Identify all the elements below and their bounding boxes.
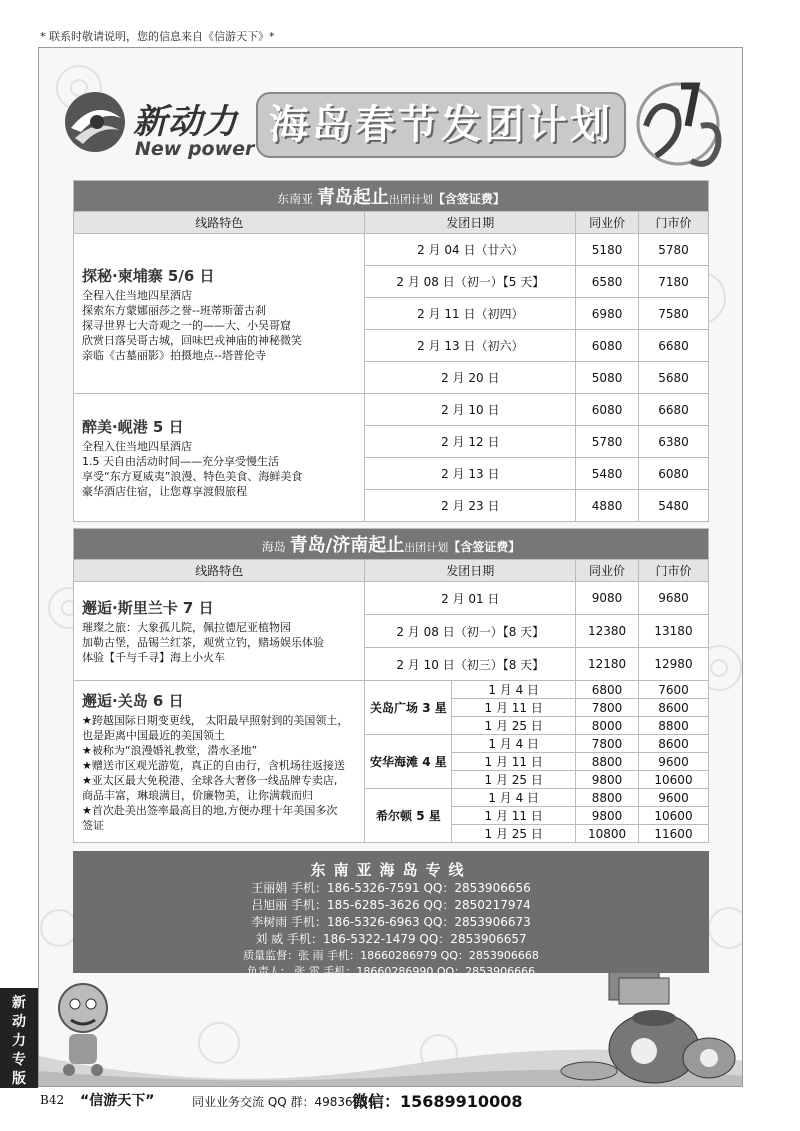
departure-date: 2 月 13 日（初六） [365, 330, 576, 362]
retail-price: 7180 [639, 266, 709, 298]
route-feature: 享受“东方夏威夷”浪漫、特色美食、海鲜美食 [82, 470, 303, 483]
contact-title: 东南亚海岛专线 [310, 861, 472, 879]
logo-swirl-icon [61, 88, 129, 156]
route-feature: 亲临《古墓丽影》拍摄地点--塔普伦寺 [82, 348, 266, 362]
retail-price: 13180 [639, 615, 709, 648]
col-date: 发团日期 [365, 560, 576, 582]
route-feature: 加勒古堡，品锡兰红茶，观赏立钓，赌场娱乐体验 [82, 636, 324, 649]
visa-tag: 【含签证费】 [432, 192, 505, 206]
table-row [74, 234, 709, 266]
retail-price: 6680 [639, 330, 709, 362]
side-tab-char: 力 [12, 1033, 26, 1049]
side-edition-tab [0, 988, 38, 1088]
route-title: 醉美·岘港 5 日 [82, 418, 184, 436]
route-feature: ★赠送市区观光游览，真正的自由行，含机场往返接送 [82, 759, 345, 772]
departure-date: 2 月 23 日 [365, 490, 576, 522]
retail-price: 12980 [639, 648, 709, 681]
col-retail-price: 门市价 [639, 560, 709, 582]
peer-price: 8800 [576, 789, 639, 807]
route-feature: ★首次赴美出签率最高目的地,方便办理十年美国多次 [82, 804, 338, 817]
departure-date: 1 月 25 日 [452, 825, 576, 843]
retail-price: 6380 [639, 426, 709, 458]
route-feature: 全程入住当地四星酒店 [82, 440, 192, 453]
retail-price: 9600 [639, 789, 709, 807]
lion-dance-icon [49, 978, 117, 1078]
southeast-asia-table [73, 180, 709, 522]
retail-price: 7580 [639, 298, 709, 330]
retail-price: 11600 [639, 825, 709, 843]
footer-brand: “信游天下” [80, 1093, 155, 1109]
side-tab-char: 动 [12, 1014, 26, 1030]
hotel-name: 关岛广场 3 星 [365, 681, 452, 735]
peer-price: 10800 [576, 825, 639, 843]
departure-date: 2 月 12 日 [365, 426, 576, 458]
contact-supervisor: 负责人： 张 雷 手机：18660286990 QQ：2853906666 [246, 965, 536, 978]
page-number: B42 [40, 1093, 65, 1107]
col-retail-price: 门市价 [639, 212, 709, 234]
peer-price: 6580 [576, 266, 639, 298]
departure-date: 1 月 25 日 [452, 717, 576, 735]
departure-date: 2 月 13 日 [365, 458, 576, 490]
col-peer-price: 同业价 [576, 560, 639, 582]
route-feature: 全程入住当地四星酒店 [82, 288, 192, 302]
route-feature: 豪华酒店住宿，让您尊享渡假旅程 [82, 485, 247, 498]
col-peer-price: 同业价 [576, 212, 639, 234]
section-header-island [74, 529, 709, 560]
side-tab-char: 专 [12, 1052, 26, 1068]
peer-price: 9800 [576, 807, 639, 825]
page-title: 海岛春节发团计划 [256, 92, 626, 158]
island-table [73, 528, 709, 843]
retail-price: 10600 [639, 807, 709, 825]
retail-price: 8800 [639, 717, 709, 735]
peer-price: 4880 [576, 490, 639, 522]
retail-price: 8600 [639, 735, 709, 753]
money-bag-icon [559, 966, 739, 1086]
departure-date: 2 月 01 日 [365, 582, 576, 615]
column-header-row [74, 212, 709, 234]
hotel-name: 希尔顿 5 星 [365, 789, 452, 843]
route-feature: 商品丰富，琳琅满目，价廉物美，让你满载而归 [82, 789, 313, 802]
peer-price: 5780 [576, 426, 639, 458]
route-title: 邂逅·关岛 6 日 [82, 692, 184, 710]
section-suffix: 出团计划 [404, 541, 449, 554]
logo-chinese-name: 新动力 [133, 102, 238, 142]
retail-price: 6680 [639, 394, 709, 426]
peer-price: 7800 [576, 699, 639, 717]
retail-price: 6080 [639, 458, 709, 490]
footer-qq-group: 同业业务交流 QQ 群：49836239 [192, 1095, 376, 1109]
logo-english-name: New power [135, 138, 255, 160]
route-feature: 体验【千与千寻】海上小火车 [82, 651, 225, 664]
column-header-row [74, 560, 709, 582]
departure-date: 2 月 04 日（廿六） [365, 234, 576, 266]
route-feature: ★亚太区最大免税港、全球各大奢侈一线品牌专卖店, [82, 774, 338, 787]
departure-date: 2 月 10 日 [365, 394, 576, 426]
departure-date: 1 月 4 日 [452, 681, 576, 699]
section-origin: 青岛起止 [316, 187, 389, 208]
peer-price: 5480 [576, 458, 639, 490]
departure-date: 1 月 11 日 [452, 807, 576, 825]
peer-price: 9080 [576, 582, 639, 615]
route-title: 探秘·柬埔寨 5/6 日 [82, 266, 215, 285]
route-feature: 签证 [82, 819, 104, 832]
table-row [74, 681, 709, 699]
retail-price: 9680 [639, 582, 709, 615]
col-date: 发团日期 [365, 212, 576, 234]
retail-price: 5480 [639, 490, 709, 522]
departure-date: 2 月 11 日（初四） [365, 298, 576, 330]
departure-date: 1 月 11 日 [452, 753, 576, 771]
route-description [74, 234, 365, 394]
contact-list [73, 880, 709, 980]
visa-tag: 【含签证费】 [448, 540, 521, 554]
peer-price: 5180 [576, 234, 639, 266]
route-description [74, 681, 365, 843]
contact-supervisor: 质量监督：张 雨 手机：18660286979 QQ：2853906668 [243, 949, 539, 962]
section-origin: 青岛/济南起止 [289, 535, 405, 556]
contact-person: 王丽娟 手机：186-5326-7591 QQ：2853906656 [251, 881, 531, 895]
contact-person: 李树雨 手机：186-5326-6963 QQ：2853906673 [251, 915, 531, 929]
contact-panel [73, 851, 709, 978]
footer-wechat: 微信：15689910008 [352, 1092, 523, 1111]
peer-price: 8000 [576, 717, 639, 735]
departure-date: 1 月 4 日 [452, 789, 576, 807]
peer-price: 9800 [576, 771, 639, 789]
departure-date: 2 月 08 日（初一）【5 天】 [365, 266, 576, 298]
table-row [74, 582, 709, 615]
source-note: * 联系时敬请说明，您的信息来自《信游天下》* [40, 30, 275, 43]
side-tab-char: 版 [12, 1071, 26, 1087]
page-footer [40, 1090, 740, 1112]
section-suffix: 出团计划 [388, 193, 433, 206]
side-tab-char: 新 [12, 995, 26, 1011]
peer-price: 6980 [576, 298, 639, 330]
peer-price: 12380 [576, 615, 639, 648]
retail-price: 7600 [639, 681, 709, 699]
year-ornament-icon [626, 66, 731, 181]
route-feature: 欣赏日落吴哥古城，回味巴戎神庙的神秘微笑 [82, 333, 302, 347]
departure-date: 1 月 4 日 [452, 735, 576, 753]
peer-price: 6080 [576, 330, 639, 362]
departure-date: 1 月 25 日 [452, 771, 576, 789]
contact-person: 吕旭丽 手机：185-6285-3626 QQ：2850217974 [251, 898, 531, 912]
route-description [74, 394, 365, 522]
route-feature: 探寻世界七大奇观之一的——大、小吴哥窟 [82, 318, 291, 332]
route-description [74, 582, 365, 681]
col-route: 线路特色 [74, 560, 365, 582]
retail-price: 5780 [639, 234, 709, 266]
contact-person: 刘 威 手机：186-5322-1479 QQ：2853906657 [255, 932, 527, 946]
departure-date: 2 月 10 日（初三）【8 天】 [365, 648, 576, 681]
route-feature: ★被称为“浪漫婚礼教堂，潜水圣地” [82, 744, 258, 757]
route-feature: 璀璨之旅：大象孤儿院，佩拉德尼亚植物园 [82, 621, 291, 634]
peer-price: 6800 [576, 681, 639, 699]
route-feature: 1.5 天自由活动时间——充分享受慢生活 [82, 455, 279, 468]
route-feature: ★跨越国际日期变更线， 太阳最早照射到的美国领土， [82, 714, 349, 727]
peer-price: 6080 [576, 394, 639, 426]
departure-date: 2 月 08 日（初一）【8 天】 [365, 615, 576, 648]
peer-price: 12180 [576, 648, 639, 681]
section-prefix: 海岛 [261, 540, 286, 554]
peer-price: 8800 [576, 753, 639, 771]
hotel-name: 安华海滩 4 星 [365, 735, 452, 789]
retail-price: 8600 [639, 699, 709, 717]
departure-date: 2 月 20 日 [365, 362, 576, 394]
route-feature: 也是距离中国最近的美国领土 [82, 729, 225, 742]
section-header-southeast-asia [74, 181, 709, 212]
retail-price: 10600 [639, 771, 709, 789]
route-feature: 探索东方蒙娜丽莎之誉--班蒂斯蕾古刹 [82, 303, 266, 317]
retail-price: 9600 [639, 753, 709, 771]
section-prefix: 东南亚 [277, 192, 314, 206]
flyer-header [51, 66, 736, 186]
peer-price: 5080 [576, 362, 639, 394]
table-row [74, 394, 709, 426]
peer-price: 7800 [576, 735, 639, 753]
retail-price: 5680 [639, 362, 709, 394]
col-route: 线路特色 [74, 212, 365, 234]
departure-date: 1 月 11 日 [452, 699, 576, 717]
route-title: 邂逅·斯里兰卡 7 日 [82, 599, 214, 617]
